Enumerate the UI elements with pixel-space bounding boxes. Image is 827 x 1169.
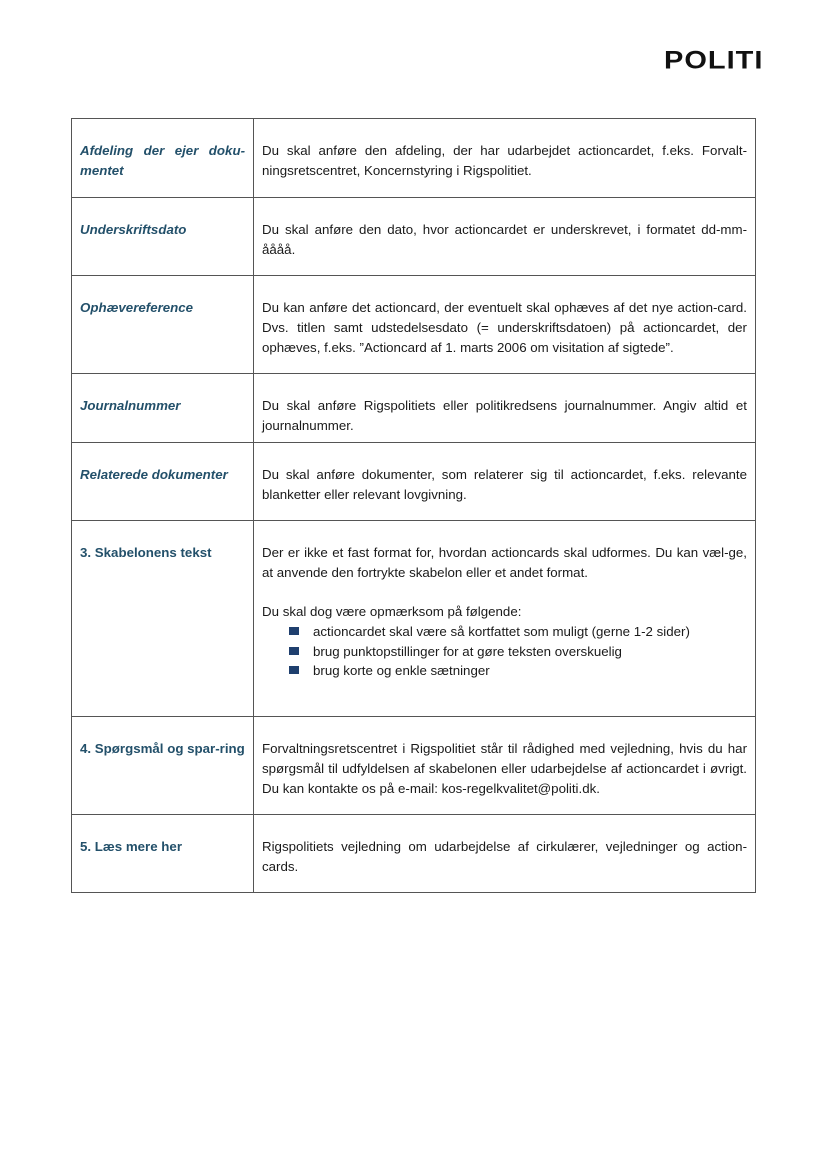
table-row [72,443,756,521]
row-label: Ophævereference [72,276,254,374]
row-text: Du skal anføre den afdeling, der har udarbejdet actioncardet, f.eks. Forvalt-ningsretscentret, Koncernstyring i Rigspolitiet. [254,119,756,198]
list-item [289,622,747,642]
table-row [72,119,756,198]
row-label: Underskriftsdato [72,198,254,276]
list-item-text: actioncardet skal være så kortfattet som muligt (gerne 1-2 sider) [313,624,690,639]
square-bullet-icon [289,666,299,674]
row-text: Du kan anføre det actioncard, der eventuelt skal ophæves af det nye action-card. Dvs. titlen samt udstedelsesdato (= underskriftsdatoen) på actioncardet, der ophæves, f.eks. ”Actioncard af 1. marts 2006 om visitation af sigtede”. [254,276,756,374]
row-text: Du skal anføre dokumenter, som relaterer sig til actioncardet, f.eks. relevante blanketter eller relevant lovgivning. [254,443,756,521]
politi-logo: POLITI [664,47,764,75]
list-item-text: brug korte og enkle sætninger [313,663,490,678]
row-text: Forvaltningsretscentret i Rigspolitiet står til rådighed med vejledning, hvis du har spørgsmål til udfyldelsen af skabelonen eller udarbejdelse af actioncardet i øvrigt. Du kan kontakte os på e-mail: kos-regelkvalitet@politi.dk. [254,717,756,815]
template-guidance-table [71,118,756,893]
row-paragraph: Du skal dog være opmærksom på følgende: [262,604,522,619]
bullet-list [262,622,747,681]
row-text: Du skal anføre den dato, hvor actioncardet er underskrevet, i formatet dd-mm-åååå. [254,198,756,276]
table-row [72,198,756,276]
row-text: Rigspolitiets vejledning om udarbejdelse af cirkulærer, vejledninger og action-cards. [254,815,756,893]
row-label: 3. Skabelonens tekst [72,521,254,717]
list-item-text: brug punktopstillinger for at gøre teksten overskuelig [313,643,622,659]
list-item [289,661,747,681]
table-row [72,815,756,893]
row-text: Du skal anføre Rigspolitiets eller politikredsens journalnummer. Angiv altid et journalnummer. [254,374,756,443]
list-item [289,642,747,662]
table-row [72,276,756,374]
row-paragraph: Der er ikke et fast format for, hvordan actioncards skal udformes. Du kan væl-ge, at anvende den fortrykte skabelon eller et andet format. [262,545,747,580]
row-label: 4. Spørgsmål og spar-ring [72,717,254,815]
table-row [72,374,756,443]
table-row [72,717,756,815]
table-row [72,521,756,717]
square-bullet-icon [289,627,299,635]
row-label: Journalnummer [72,374,254,443]
row-label: Relaterede dokumenter [72,443,254,521]
row-text [254,521,756,717]
row-label: Afdeling der ejer doku-mentet [72,119,254,198]
square-bullet-icon [289,647,299,655]
row-label: 5. Læs mere her [72,815,254,893]
